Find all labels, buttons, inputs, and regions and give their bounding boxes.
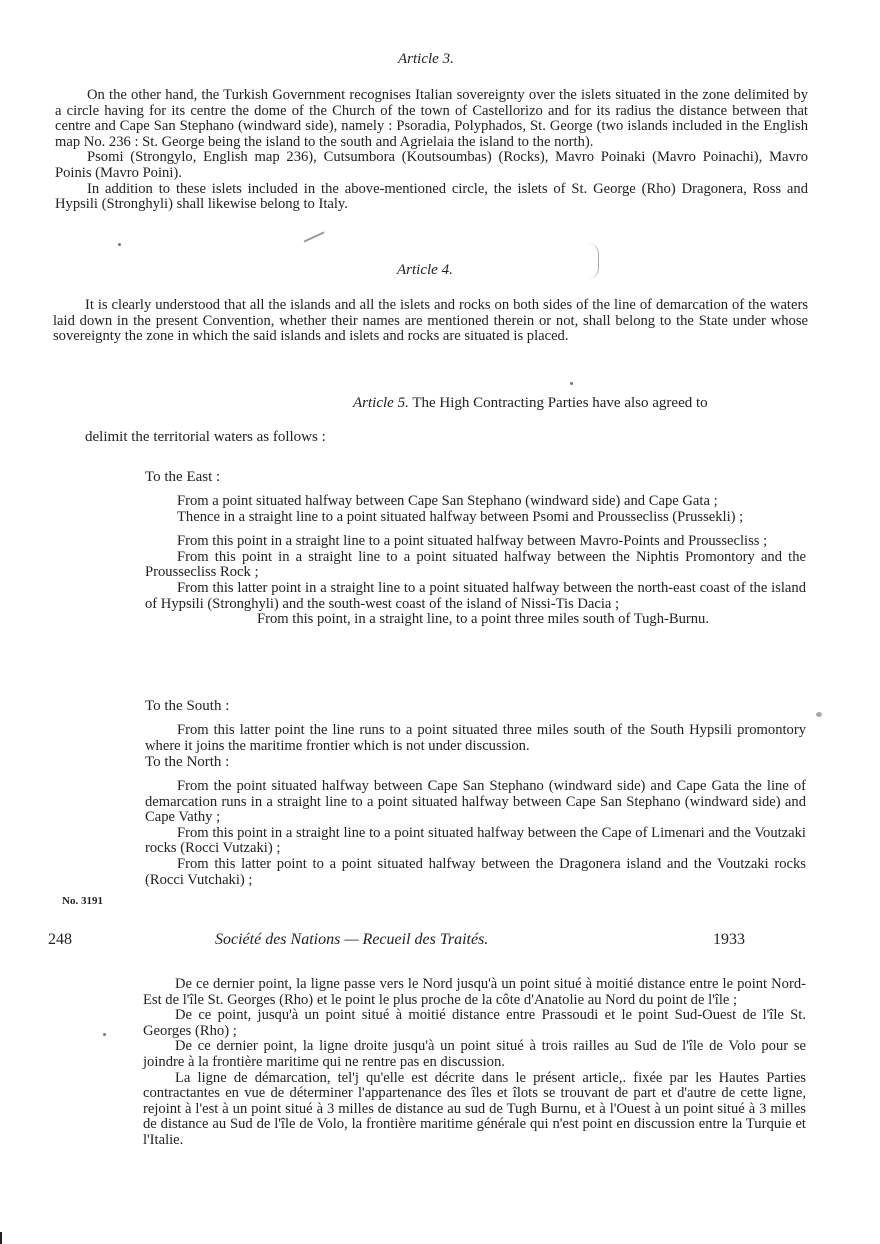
- north-list: [145, 779, 806, 888]
- french-body: [143, 977, 806, 1149]
- page-year: 1933: [713, 931, 745, 948]
- paragraph: On the other hand, the Turkish Government recognises Italian sovereignty over the islets situated in the zone delimited by a circle having for its centre the dome of the Church of the town of Castellorizo and for its radius the distance between that centre and Cape San Stephano (windward side), namely : Psoradia, Polyphados, St. George (two islands included in the English map No. 236 : St. George being the island to the south and Agrielaia the island to the north).: [55, 87, 808, 150]
- paragraph: Psomi (Strongylo, English map 236), Cutsumbora (Koutsoumbas) (Rocks), Mavro Poinaki (Mavro Poinachi), Mavro Poinis (Mavro Poini).: [55, 149, 808, 181]
- page-number: 248: [48, 931, 72, 948]
- south-text: [145, 723, 806, 754]
- east-item: From this latter point in a straight line to a point situated halfway between the north-east coast of the island of Hypsili (Stronghyli) and the south-west coast of the island of Nissi-Tis Dacia ;: [145, 579, 806, 612]
- french-paragraph: De ce point, jusqu'à un point situé à moitié distance entre Prassoudi et le point Sud-Ouest de l'île St. Georges (Rho) ;: [143, 1007, 806, 1039]
- north-item: From this latter point to a point situated halfway between the Dragonera island and the Voutzaki rocks (Rocci Vutchaki) ;: [145, 855, 806, 888]
- east-item: From a point situated halfway between Cape San Stephano (windward side) and Cape Gata ;: [177, 493, 718, 509]
- article-3-body: [55, 88, 808, 213]
- article-5-intro: [353, 396, 708, 412]
- article-5-heading: Article 5.: [353, 395, 409, 411]
- french-paragraph: De ce dernier point, la ligne droite jusqu'à un point situé à trois railles au Sud de l'île de Volo pour se joindre à la frontière maritime qui ne rentre pas en discussion.: [143, 1038, 806, 1070]
- scan-speck: [118, 243, 121, 246]
- east-item: Thence in a straight line to a point situated halfway between Psomi and Proussecliss (Prussekli) ;: [177, 508, 744, 525]
- north-label: To the North :: [145, 754, 230, 770]
- paragraph: It is clearly understood that all the islands and all the islets and rocks on both sides of the line of demarcation of the waters laid down in the present Convention, whether their names are mentioned therein or not, shall belong to the State under whose sovereignty the zone in which the said islands and islets and rocks are situated is placed.: [53, 297, 808, 345]
- french-paragraph: De ce dernier point, la ligne passe vers le Nord jusqu'à un point situé à moitié distance entre le point Nord-Est de l'île St. Georges (Rho) et le point le plus proche de la côte d'Anatolie au Nord du point de l'île ;: [143, 976, 806, 1008]
- article-3-heading: Article 3.: [398, 51, 454, 67]
- running-title: Société des Nations — Recueil des Traités.: [215, 931, 489, 948]
- scan-edge: [0, 1232, 2, 1244]
- east-item: From this point in a straight line to a point situated halfway between Mavro-Points and Proussecliss ;: [177, 533, 768, 550]
- paragraph: In addition to these islets included in the above-mentioned circle, the islets of St. George (Rho) Dragonera, Ross and Hypsili (Stronghyli) shall likewise belong to Italy.: [55, 180, 808, 213]
- document-number: No. 3191: [62, 895, 103, 907]
- east-list: [145, 494, 806, 628]
- south-label: To the South :: [145, 698, 230, 714]
- scan-speck: [103, 1033, 106, 1036]
- east-label: To the East :: [145, 469, 221, 485]
- french-paragraph: La ligne de démarcation, tel'j qu'elle est décrite dans le présent article,. fixée par les Hautes Parties contractantes en vue de déterminer l'appartenance des îles et îlots se trouvant de part et d'autre de cette ligne, rejoint à l'est à un point situé à 3 milles de distance au sud de Tugh Burnu, et à l'Ouest à un point situé à 3 milles de distance au Sud de l'île de Volo, la frontière maritime générale qui n'est point en discussion entre la Turquie et l'Italie.: [143, 1069, 806, 1148]
- scan-mark: [588, 243, 599, 279]
- article-5-continuation: delimit the territorial waters as follows :: [85, 429, 326, 445]
- article-4-heading: Article 4.: [397, 262, 453, 278]
- east-item: From this point, in a straight line, to a point three miles south of Tugh-Burnu.: [257, 611, 709, 628]
- north-item: From this point in a straight line to a point situated halfway between the Cape of Limenari and the Voutzaki rocks (Rocci Vutzaki) ;: [145, 824, 806, 857]
- east-item: From this point in a straight line to a point situated halfway between the Niphtis Promontory and the Proussecliss Rock ;: [145, 548, 806, 581]
- scan-speck: [570, 382, 573, 385]
- article-4-body: [53, 298, 808, 345]
- north-item: From the point situated halfway between Cape San Stephano (windward side) and Cape Gata the line of demarcation runs in a straight line to a point situated halfway between Cape San Stephano (windward side) and Cape Vathy ;: [145, 778, 806, 826]
- scan-mark: [304, 231, 325, 242]
- article-5-lead: The High Contracting Parties have also agreed to: [412, 395, 708, 411]
- south-item: From this latter point the line runs to a point situated three miles south of the South Hypsili promontory where it joins the maritime frontier which is not under discussion.: [145, 722, 806, 754]
- scan-speck: [816, 712, 822, 717]
